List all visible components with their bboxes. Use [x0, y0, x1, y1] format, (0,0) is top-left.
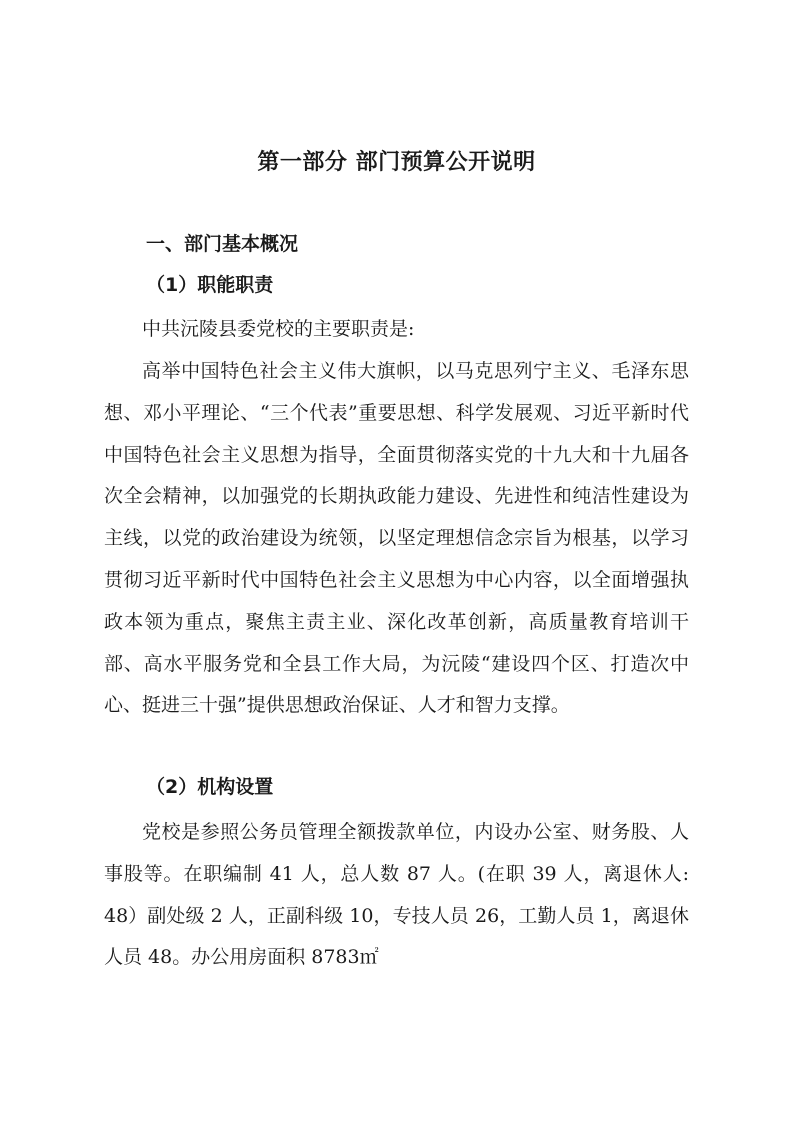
subsection-heading-functions: （1）职能职责 — [146, 274, 274, 296]
subsection-heading-organization: （2）机构设置 — [146, 776, 274, 798]
page-title: 第一部分 部门预算公开说明 — [257, 150, 536, 175]
organization-paragraph: 党校是参照公务员管理全额拨款单位，内设办公室、财务股、人事股等。在职编制 41 人，总人数 87 人。(在职 39 人，离退休人: 48）副处级 2 人，正副科级 10，专技人员 26，工勤人员 1，离退休人员 48。办公用房面积 8783㎡ — [104, 821, 689, 969]
duty-paragraph: 高举中国特色社会主义伟大旗帜，以马克思列宁主义、毛泽东思想、邓小平理论、“三个代表”重要思想、科学发展观、习近平新时代中国特色社会主义思想为指导，全面贯彻落实党的十九大和十九届各次全会精神，以加强党的长期执政能力建设、先进性和纯洁性建设为主线，以党的政治建设为统领，以坚定理想信念宗旨为根基，以学习贯彻习近平新时代中国特色社会主义思想为中心内容，以全面增强执政本领为重点，聚焦主责主业、深化改革创新，高质量教育培训干部、高水平服务党和全县工作大局，为沅陵“建设四个区、打造次中心、挺进三十强”提供思想政治保证、人才和智力支撑。 — [104, 360, 689, 717]
intro-line: 中共沅陵县委党校的主要职责是: — [142, 318, 415, 340]
section-heading-basic-overview: 一、部门基本概况 — [146, 233, 299, 255]
